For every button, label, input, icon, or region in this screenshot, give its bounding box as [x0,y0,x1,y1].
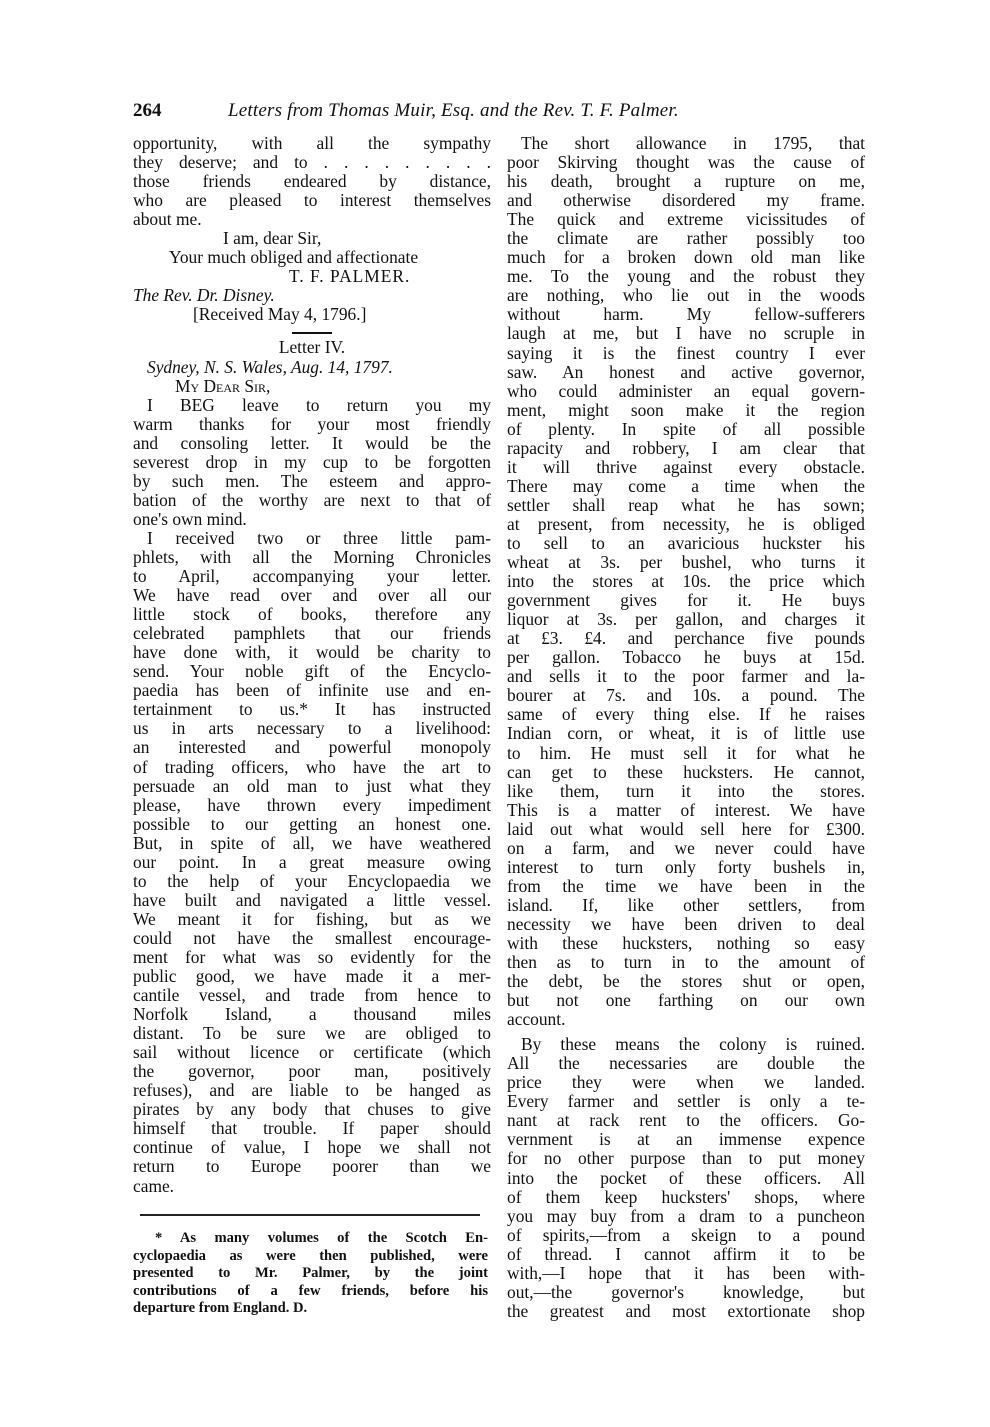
text-line: send. Your noble gift of the Encyclo- [133,661,491,682]
text-line: are nothing, who lie out in the woods [507,285,865,306]
text-line: himself that trouble. If paper should [133,1118,491,1139]
text-line: have done with, it would be charity to [133,642,491,663]
text-line: the greatest and most extortionate shop [507,1300,865,1321]
text-line: The quick and extreme vicissitudes of [507,209,865,230]
paragraph-3 [507,134,865,1029]
left-column [133,134,491,1196]
continuation-paragraph [133,134,491,229]
text-line: continue of value, I hope we shall not [133,1137,491,1158]
text-line: came. [133,1175,175,1196]
text-line: laugh at me, but I have no scruple in [507,323,865,344]
text-line: an interested and powerful monopoly [133,737,491,758]
text-line: at present, from necessity, he is obliged [507,513,865,534]
text-line: but not one farthing on our own [507,990,865,1011]
text-line: one's own mind. [133,508,247,529]
text-line: interest to turn only forty bushels in, [507,856,865,877]
page-number: 264 [133,100,162,121]
footnote-line: cyclopaedia as were then published, were [133,1247,488,1264]
text-line: saying it is the finest country I ever [507,342,865,363]
footnote [133,1230,488,1318]
text-line: possible to our getting an honest one. [133,813,491,834]
text-line: they deserve; and to . . . . . . . . . [133,152,491,173]
text-line: This is a matter of interest. We have [507,799,865,820]
text-line: nant at rack rent to the officers. Go- [507,1110,865,1131]
addressee: The Rev. Dr. Disney. [133,285,275,306]
text-line: There may come a time when the [507,475,865,496]
text-line: persuade an old man to just what they [133,775,491,796]
text-line: bation of the worthy are next to that of [133,489,491,510]
text-line: and consoling letter. It would be the [133,432,491,453]
text-line: have built and navigated a little vessel. [133,889,491,910]
text-line: of them keep hucksters' shops, where [507,1186,865,1207]
text-line: laid out what would sell here for £300. [507,818,865,839]
text-line: can get to these hucksters. He cannot, [507,761,865,782]
text-line: cantile vessel, and trade from hence to [133,985,491,1006]
text-line: But, in spite of all, we have weathered [133,832,491,853]
text-line: phlets, with all the Morning Chronicles [133,546,491,567]
footnote-line: contributions of a few friends, before his [133,1282,488,1299]
text-line: like them, turn it into the stores. [507,780,865,801]
text-line: about me. [133,209,202,230]
text-line: All the necessaries are double the [507,1053,865,1074]
text-line: who could administer an equal govern- [507,380,865,401]
text-line: We have read over and over all our [133,585,491,606]
footnote-line: * As many volumes of the Scotch En- [155,1230,488,1246]
text-line: us in arts necessary to a livelihood: [133,718,491,739]
text-line: at £3. £4. and perchance five pounds [507,628,865,649]
text-line: necessity we have been driven to deal [507,913,865,934]
text-line: to the help of your Encyclopaedia we [133,870,491,891]
right-column [507,134,865,1321]
text-line: distant. To be sure we are obliged to [133,1023,491,1044]
text-line: to sell to an avaricious huckster his [507,532,865,553]
text-line: government gives for it. He buys [507,590,865,611]
text-line: with,—I hope that it has been with- [507,1262,865,1283]
text-line: could not have the smallest encourage- [133,927,491,948]
text-line: warm thanks for your most friendly [133,413,491,434]
footnote-line: departure from England. D. [133,1300,308,1316]
text-line: the climate are rather possibly too [507,228,865,249]
paragraph-1 [133,396,491,529]
paragraph-4 [507,1035,865,1321]
text-line: the governor, poor man, positively [133,1061,491,1082]
text-line: return to Europe poorer than we [133,1156,491,1177]
text-line: island. If, like other settlers, from [507,894,865,915]
text-line: Every farmer and settler is only a te- [507,1091,865,1112]
text-line: Indian corn, or wheat, it is of little use [507,723,865,744]
closing: I am, dear Sir, [223,228,322,249]
text-line: and sells it to the poor farmer and la- [507,666,865,687]
text-line: little stock of books, therefore any [133,604,491,625]
text-line: refuses), and are liable to be hanged as [133,1080,491,1101]
text-line: of trading officers, who have the art to [133,756,491,777]
letter-heading: Letter IV. [278,337,346,358]
text-line: those friends endeared by distance, [133,171,491,192]
paragraph-2 [133,529,491,1196]
text-line: per gallon. Tobacco he buys at 15d. [507,647,865,668]
text-line: Norfolk Island, a thousand miles [133,1004,491,1025]
text-line: celebrated pamphlets that our friends [133,623,491,644]
text-line: out,—the governor's knowledge, but [507,1281,865,1302]
text-line: The short allowance in 1795, that [521,133,865,153]
text-line: to him. He must sell it for what he [507,742,865,763]
footnote-line: presented to Mr. Palmer, by the joint [133,1265,488,1281]
text-line: ment for what was so evidently for the [133,946,491,967]
text-line: for no other purpose than to put money [507,1148,865,1169]
valediction: Your much obliged and affectionate [169,247,419,268]
text-line: liquor at 3s. per gallon, and charges it [507,609,865,630]
text-line: rapacity and robbery, I am clear that [507,437,865,458]
text-line: opportunity, with all the sympathy [133,133,491,153]
text-line: vernment is at an immense expence [507,1129,865,1150]
text-line: me. To the young and the robust they [507,266,865,287]
text-line: it will thrive against every obstacle. [507,456,865,477]
signature: T. F. PALMER. [289,266,411,287]
text-line: please, have thrown every impediment [133,794,491,815]
text-line: settler shall reap what he has sown; [507,494,865,515]
text-line: to April, accompanying your letter. [133,566,491,587]
text-line: wheat at 3s. per bushel, who turns it [507,552,865,573]
text-line: into the stores at 10s. the price which [507,571,865,592]
text-line: public good, we have made it a mer- [133,966,491,987]
text-line: from the time we have been in the [507,875,865,896]
page-header [133,100,868,126]
text-line: bourer at 7s. and 10s. a pound. The [507,685,865,706]
text-line: By these means the colony is ruined. [521,1034,865,1055]
text-line: account. [507,1009,566,1030]
text-line: pirates by any body that chuses to give [133,1099,491,1120]
text-line: his death, brought a rupture on me, [507,171,865,192]
section-divider [292,332,332,334]
text-line: paedia has been of infinite use and en- [133,680,491,701]
text-line: We meant it for fishing, but as we [133,908,491,929]
text-line: tertainment to us.* It has instructed [133,699,491,720]
text-line: into the pocket of these officers. All [507,1167,865,1188]
text-line: with these hucksters, nothing so easy [507,932,865,953]
text-line: you may buy from a dram to a puncheon [507,1205,865,1226]
text-line: sail without licence or certificate (which [133,1042,491,1063]
salutation: My Dear Sir, [175,375,271,396]
footnote-rule [140,1214,480,1216]
dateline: Sydney, N. S. Wales, Aug. 14, 1797. [147,356,393,377]
text-line: of spirits,—from a skeign to a pound [507,1224,865,1245]
text-line: then as to turn in to the amount of [507,952,865,973]
text-line: ment, might soon make it the region [507,399,865,420]
received-note: [Received May 4, 1796.] [193,304,367,325]
text-line: by such men. The esteem and appro- [133,470,491,491]
text-line: the debt, be the stores shut or open, [507,971,865,992]
running-title: Letters from Thomas Muir, Esq. and the Rev. T. F. Palmer. [228,100,679,121]
text-line: saw. An honest and active governor, [507,361,865,382]
text-line: poor Skirving thought was the cause of [507,152,865,173]
text-line: much for a broken down old man like [507,247,865,268]
text-line: on a farm, and we never could have [507,837,865,858]
text-line: our point. In a great measure owing [133,851,491,872]
text-line: and otherwise disordered my frame. [507,190,865,211]
text-line: without harm. My fellow-sufferers [507,304,865,325]
text-line: I received two or three little pam- [147,527,491,548]
text-line: price they were when we landed. [507,1072,865,1093]
text-line: I BEG leave to return you my [147,394,491,415]
text-line: of plenty. In spite of all possible [507,418,865,439]
signoff-block [133,229,491,286]
text-line: severest drop in my cup to be forgotten [133,451,491,472]
text-line: same of every thing else. If he raises [507,704,865,725]
text-line: who are pleased to interest themselves [133,190,491,211]
text-line: of thread. I cannot affirm it to be [507,1243,865,1264]
